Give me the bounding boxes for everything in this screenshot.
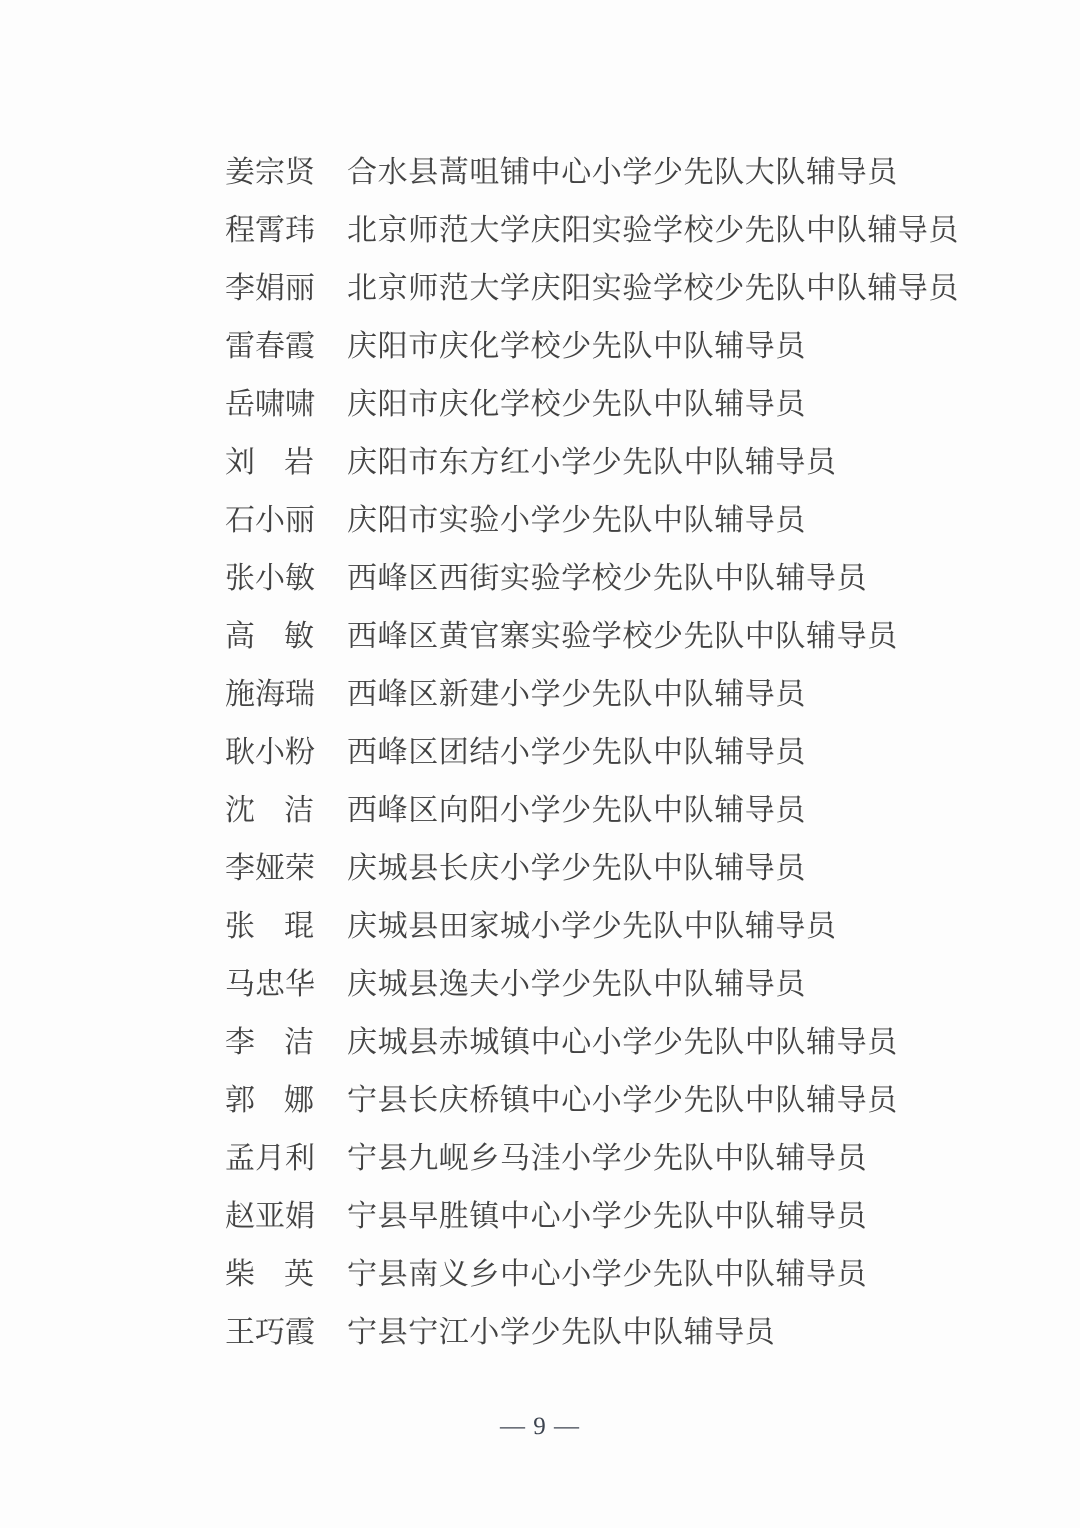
person-title: 庆城县长庆小学少先队中队辅导员: [347, 852, 806, 885]
page-number: — 9 —: [500, 1413, 580, 1440]
table-row: [225, 492, 1020, 550]
table-row: [225, 1188, 1020, 1246]
person-name: 石小丽: [225, 504, 315, 537]
person-name: 马忠华: [225, 968, 315, 1001]
person-name: 李娅荣: [225, 852, 315, 885]
person-name: 孟月利: [225, 1142, 315, 1175]
table-row: [225, 840, 1020, 898]
table-row: [225, 550, 1020, 608]
person-name: 张小敏: [225, 562, 315, 595]
table-row: [225, 724, 1020, 782]
person-name: 程霄玮: [225, 214, 315, 247]
person-name: 沈洁: [225, 794, 314, 827]
person-title: 庆阳市庆化学校少先队中队辅导员: [347, 330, 806, 363]
person-name: 刘岩: [225, 446, 314, 479]
counselor-list: [225, 144, 1020, 1362]
person-title: 宁县宁江小学少先队中队辅导员: [347, 1316, 776, 1349]
person-name: 雷春霞: [225, 330, 315, 363]
person-title: 西峰区团结小学少先队中队辅导员: [347, 736, 806, 769]
person-title: 北京师范大学庆阳实验学校少先队中队辅导员: [347, 214, 959, 247]
person-name: 姜宗贤: [225, 156, 315, 189]
person-title: 西峰区西街实验学校少先队中队辅导员: [347, 562, 868, 595]
person-name: 赵亚娟: [225, 1200, 315, 1233]
table-row: [225, 318, 1020, 376]
table-row: [225, 782, 1020, 840]
person-title: 宁县南义乡中心小学少先队中队辅导员: [347, 1258, 868, 1291]
table-row: [225, 260, 1020, 318]
table-row: [225, 202, 1020, 260]
table-row: [225, 666, 1020, 724]
table-row: [225, 434, 1020, 492]
table-row: [225, 1246, 1020, 1304]
person-name: 李娟丽: [225, 272, 315, 305]
person-name: 柴英: [225, 1258, 314, 1291]
person-name: 施海瑞: [225, 678, 315, 711]
person-title: 庆城县田家城小学少先队中队辅导员: [347, 910, 837, 943]
person-title: 西峰区新建小学少先队中队辅导员: [347, 678, 806, 711]
person-name: 耿小粉: [225, 736, 315, 769]
person-name: 高敏: [225, 620, 314, 653]
table-row: [225, 1130, 1020, 1188]
table-row: [225, 1072, 1020, 1130]
table-row: [225, 1304, 1020, 1362]
person-name: 郭娜: [225, 1084, 314, 1117]
table-row: [225, 898, 1020, 956]
table-row: [225, 144, 1020, 202]
person-title: 宁县早胜镇中心小学少先队中队辅导员: [347, 1200, 868, 1233]
person-title: 西峰区向阳小学少先队中队辅导员: [347, 794, 806, 827]
table-row: [225, 1014, 1020, 1072]
person-title: 庆阳市庆化学校少先队中队辅导员: [347, 388, 806, 421]
person-title: 宁县九岘乡马洼小学少先队中队辅导员: [347, 1142, 868, 1175]
person-name: 李洁: [225, 1026, 314, 1059]
person-name: 王巧霞: [225, 1316, 315, 1349]
person-title: 庆城县逸夫小学少先队中队辅导员: [347, 968, 806, 1001]
person-title: 庆阳市实验小学少先队中队辅导员: [347, 504, 806, 537]
person-name: 岳啸啸: [225, 388, 315, 421]
person-title: 西峰区黄官寨实验学校少先队中队辅导员: [347, 620, 898, 653]
table-row: [225, 608, 1020, 666]
person-title: 庆阳市东方红小学少先队中队辅导员: [347, 446, 837, 479]
person-title: 北京师范大学庆阳实验学校少先队中队辅导员: [347, 272, 959, 305]
person-title: 宁县长庆桥镇中心小学少先队中队辅导员: [347, 1084, 898, 1117]
table-row: [225, 956, 1020, 1014]
person-name: 张琨: [225, 910, 314, 943]
person-title: 庆城县赤城镇中心小学少先队中队辅导员: [347, 1026, 898, 1059]
person-title: 合水县蒿咀铺中心小学少先队大队辅导员: [347, 156, 898, 189]
table-row: [225, 376, 1020, 434]
